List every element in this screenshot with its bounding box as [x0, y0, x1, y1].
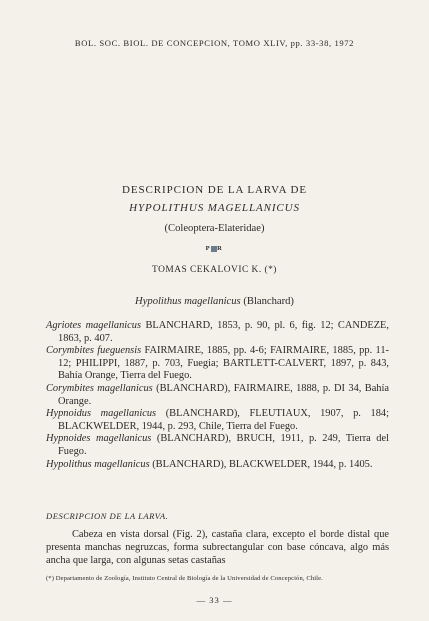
synonym-citation: (BLANCHARD), BLACKWELDER, 1944, p. 1405.	[152, 458, 373, 470]
synonym-entry	[46, 433, 389, 458]
synonym-citation: BLANCHARD, 1853, p. 90, pl. 6, fig. 12; CANDEZE, 1863, p. 407.	[58, 320, 390, 344]
synonym-citation: FAIRMAIRE, 1885, pp. 4-6; FAIRMAIRE, 1885, pp. 11-12; PHILIPPI, 1887, p. 703, Fuegia; BARTLETT-CALVERT, 1897, p. 843, Bahía Orange, Tierra del Fuego.	[58, 345, 389, 382]
title-block	[0, 181, 429, 238]
section-heading: DESCRIPCION DE LA LARVA.	[46, 511, 169, 521]
species-name: Hypolithus magellanicus	[135, 296, 241, 307]
synonym-entry	[46, 320, 389, 345]
synonym-entry	[46, 383, 389, 408]
synonym-entry	[46, 345, 389, 383]
footnote: (*) Departamento de Zoología, Instituto Central de Biología de la Universidad de Concepción, Chile.	[46, 575, 323, 582]
synonym-citation: (BLANCHARD), FLEUTIAUX, 1907, p. 184; BLACKWELDER, 1944, p. 293, Chile, Tierra del Fuego.	[58, 408, 389, 432]
por-right: R	[217, 245, 224, 252]
species-heading	[0, 296, 429, 307]
synonym-name: Hypnoidus magellanicus	[46, 408, 157, 420]
author-name: TOMAS CEKALOVIC K. (*)	[152, 265, 277, 275]
synonym-name: Corymbites magellanicus	[46, 382, 153, 394]
synonym-entry	[46, 459, 389, 472]
body-paragraph: Cabeza en vista dorsal (Fig. 2), castaña clara, excepto el borde distal que presenta manchas negruzcas, forma subrectangular con base cóncava, algo más ancha que larga, con algunas setas castañas	[46, 529, 389, 566]
article-title: DESCRIPCION DE LA LARVA DE	[122, 184, 307, 196]
synonymy-list	[46, 320, 389, 471]
synonym-name: Hypolithus magellanicus	[46, 458, 150, 470]
synonym-name: Corymbites fueguensis	[46, 345, 142, 357]
synonym-citation: (BLANCHARD), FAIRMAIRE, 1888, p. DI 34, Bahía Orange.	[58, 382, 389, 407]
synonym-name: Hypnoides magellanicus	[46, 433, 152, 445]
synonym-entry	[46, 408, 389, 433]
species-authority: (Blanchard)	[243, 296, 294, 307]
article-title-species: HYPOLITHUS MAGELLANICUS	[129, 202, 300, 214]
synonym-citation: (BLANCHARD), BRUCH, 1911, p. 249, Tierra del Fuego.	[58, 433, 389, 457]
running-header: BOL. SOC. BIOL. DE CONCEPCION, TOMO XLIV, pp. 33-38, 1972	[74, 38, 355, 48]
page-number: — 33 —	[196, 595, 233, 605]
synonym-name: Agriotes magellanicus	[46, 320, 142, 331]
article-subtitle: (Coleoptera-Elateridae)	[164, 223, 265, 234]
por-left: P	[205, 245, 212, 252]
byline-por	[0, 245, 429, 252]
